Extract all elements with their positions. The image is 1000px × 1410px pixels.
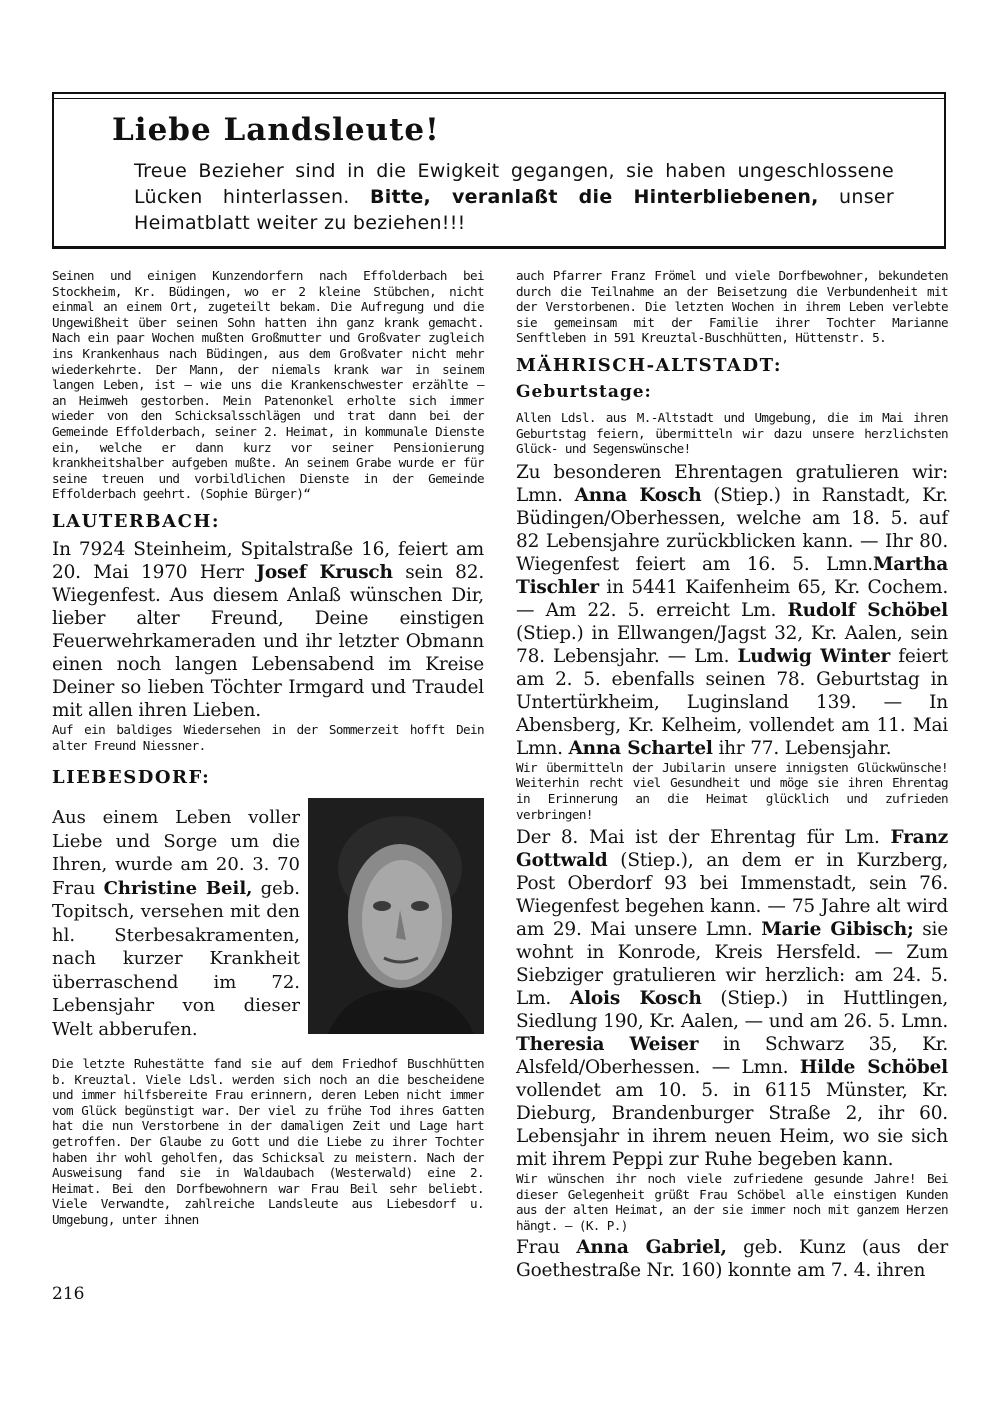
lauterbach-small: Auf ein baldiges Wiedersehen in der Sommerzeit hofft Dein alter Freund Niessner. [52, 721, 484, 753]
page-number: 216 [52, 1284, 85, 1304]
lauterbach-title: LAUTERBACH: [52, 510, 221, 532]
p1-n5: Anna Schartel [568, 737, 713, 759]
p1-c: in 5441 Kaifenheim 65, Kr. Cochem. — Am 22. 5. erreicht Lm. [516, 576, 948, 621]
p1-n3: Rudolf Schöbel [787, 599, 948, 621]
lauterbach-name: Josef Krusch [256, 561, 393, 583]
left-intro: Seinen und einigen Kunzendorfern nach Effolderbach bei Stockheim, Kr. Büdingen, wo er 2 kleine Stübchen, nicht einmal an einem Ort, zugeteilt bekam. Die Aufregung und die Ungewißheit über seinen Sohn hatten ihn ganz krank gemacht. Nach ein paar Wochen mußten Großmutter und Großvater zugleich ins Krankenhaus nach Büdingen, aus dem Großvater nicht mehr wiederkehrte. Der Mann, der niemals krank war in seinem langen Leben, ist — wie uns die Krankenschwester erzählte — an Heimweh gestorben. Mein Patenonkel erholte sich immer wieder von den Schicksalsschlägen und trat dann bei der Gemeinde Effolderbach, seiner 2. Heimat, in kommunale Dienste ein, welche er dann kurz vor seiner Pensionierung krankheitshalber aufgeben mußte. An seinem Grabe wurde er für seine treuen und vorbildlichen Dienste in der Gemeinde Effolderbach geehrt. (Sophie Bürger)“ [52, 268, 484, 502]
p2-n1: Franz Gottwald [516, 827, 948, 872]
p1-n1: Anna Kosch [574, 484, 702, 506]
p3-a: Frau [516, 1236, 577, 1258]
liebesdorf-text [52, 806, 300, 1041]
header-text [134, 158, 894, 236]
p2-c: sie wohnt in Konrode, Kreis Hersfeld. — Zum Siebziger gratulieren wir herzlich: am 24. 5. Lm. [516, 919, 948, 1010]
wish-small: Wir übermitteln der Jubilarin unsere innigsten Glückwünsche! Weiterhin recht viel Gesundheit und möge sie ihren Ehrentag in Erinnerung an die Heimat glücklich und zufrieden verbringen! [516, 759, 948, 822]
p1-n4: Ludwig Winter [737, 645, 891, 667]
p2-f: vollendet am 10. 5. in 6115 Münster, Kr. Dieburg, Brandenburger Straße 2, ihr 60. Lebensjahr in ihrem neuen Heim, wo sie sich mit ihrem Peppi zur Ruhe begeben kann. [516, 1080, 948, 1171]
greeting-small: Allen Ldsl. aus M.-Altstadt und Umgebung, die im Mai ihren Geburtstag feiern, übermitteln wir dazu unsere herzlichsten Glück- und Segenswünsche! [516, 409, 948, 457]
p1-d: (Stiep.) in Ellwangen/Jagst 32, Kr. Aalen, sein 78. Lebensjahr. — Lm. [516, 622, 948, 667]
p3-n1: Anna Gabriel, [576, 1236, 727, 1258]
lauterbach-text [52, 538, 484, 722]
portrait-photo [308, 798, 484, 1034]
liebesdorf-row [52, 798, 484, 1056]
header-title: Liebe Landsleute! [112, 112, 440, 148]
p2-b: (Stiep.), an dem er in Kurzberg, Post Oberdorf 93 bei Immenstadt, sein 76. Wiegenfest begehen kann. — 75 Jahre alt wird am 29. Mai unsere Lmn. [516, 850, 948, 941]
liebesdorf-name: Christine Beil, [103, 877, 253, 899]
lauterbach-text-a: In 7924 Steinheim, Spitalstraße 16, feiert am 20. Mai 1970 Herr [52, 538, 484, 583]
portrait-drawing [308, 798, 484, 1034]
liebesdorf-text-a: Aus einem Leben voller Liebe und Sorge um die Ihren, wurde am 20. 3. 70 Frau [52, 807, 300, 899]
header-bold: Bitte, veranlaßt die Hinterbliebenen, [369, 186, 819, 208]
right-column [516, 268, 948, 1282]
p2-n2: Marie Gibisch; [761, 919, 914, 941]
p1-a: Zu besonderen Ehrentagen gratulieren wir: Lmn. [516, 461, 948, 506]
liebesdorf-text-b: geb. Topitsch, versehen mit den hl. Sterbesakramenten, nach kurzer Krankheit überraschend im 72. Lebensjahr von dieser Welt abberufen. [52, 877, 301, 1040]
header-line1: Treue Bezieher sind in die Ewigkeit gegangen, sie haben ungeschlossene Lücken hinterlassen. [134, 160, 894, 208]
birthdays-paragraph-3 [516, 1236, 948, 1282]
p1-e: feiert am 2. 5. ebenfalls seinen 78. Geburtstag in Untertürkheim, Luginsland 139. — In Abensberg, Kr. Kelheim, vollendet am 11. Mai Lmn. [516, 645, 948, 759]
right-intro: auch Pfarrer Franz Frömel und viele Dorfbewohner, bekundeten durch die Teilnahme an der Beisetzung die Verbundenheit mit der Verstorbenen. Die letzten Wochen in ihrem Leben verlebte sie gemeinsam mit der Familie ihrer Tochter Marianne Senftleben in 591 Kreuztal-Buschhütten, Hüttenstr. 5. [516, 268, 948, 346]
left-column [52, 268, 484, 1228]
maehrisch-altstadt-title: MÄHRISCH-ALTSTADT: [516, 354, 783, 376]
liebesdorf-small: Die letzte Ruhestätte fand sie auf dem Friedhof Buschhütten b. Kreuztal. Viele Ldsl. werden sich noch an die bescheidene und immer hilfsbereite Frau erinnern, deren Leben nicht immer vom Glück begünstigt war. Der viel zu frühe Tod ihres Gatten hat die nun Verstorbene in der damaligen Zeit und Lage hart getroffen. Der Glaube zu Gott und die Liebe zu ihrer Tochter haben ihr wohl geholfen, das Schicksal zu meistern. Nach der Ausweisung fand sie in Waldaubach (Westerwald) eine 2. Heimat. Bei den Dorfbewohnern war Frau Beil sehr beliebt. Viele Verwandte, zahlreiche Landsleute aus Liebesdorf u. Umgebung, unter ihnen [52, 1056, 484, 1228]
p1-b: (Stiep.) in Ranstadt, Kr. Büdingen/Oberhessen, welche am 18. 5. auf 82 Lebensjahre zurückblicken kann. — Ihr 80. Wiegenfest feiert am 16. 5. Lmn. [516, 484, 948, 575]
p2-n5: Hilde Schöbel [799, 1057, 948, 1079]
p2-d: (Stiep.) in Huttlingen, Siedlung 190, Kr. Aalen, — und am 26. 5. Lmn. [516, 988, 949, 1033]
liebesdorf-title: LIEBESDORF: [52, 767, 211, 789]
p2-n4: Theresia Weiser [516, 1034, 699, 1056]
p1-n2: Martha Tischler [516, 553, 948, 598]
final-small: Wir wünschen ihr noch viele zufriedene gesunde Jahre! Bei dieser Gelegenheit grüßt Frau Schöbel alle einstigen Kunden aus der alten Heimat, an der sie immer noch mit ganzem Herzen hängt. — (K. P.) [516, 1171, 948, 1233]
birthdays-paragraph-1 [516, 461, 948, 760]
p3-b: geb. Kunz (aus der Goethestraße Nr. 160) konnte am 7. 4. ihren [516, 1236, 948, 1281]
header-box [52, 92, 946, 249]
p1-f: ihr 77. Lebensjahr. [712, 737, 892, 759]
p2-a: Der 8. Mai ist der Ehrentag für Lm. [516, 827, 891, 849]
p2-n3: Alois Kosch [569, 988, 702, 1010]
birthdays-paragraph-2 [516, 826, 948, 1171]
geburtstage-title: Geburtstage: [516, 381, 652, 402]
lauterbach-text-b: sein 82. Wiegenfest. Aus diesem Anlaß wünschen Dir, lieber alter Freund, Deine einstigen Feuerwehrkameraden und ihr letzter Obmann einen noch langen Lebensabend im Kreise Deiner so lieben Töchter Irmgard und Traudel mit allen ihren Lieben. [52, 561, 484, 721]
header-line2: unser Heimatblatt weiter zu beziehen!!! [134, 186, 895, 234]
p2-e: in Schwarz 35, Kr. Alsfeld/Oberhessen. — Lmn. [516, 1034, 948, 1079]
